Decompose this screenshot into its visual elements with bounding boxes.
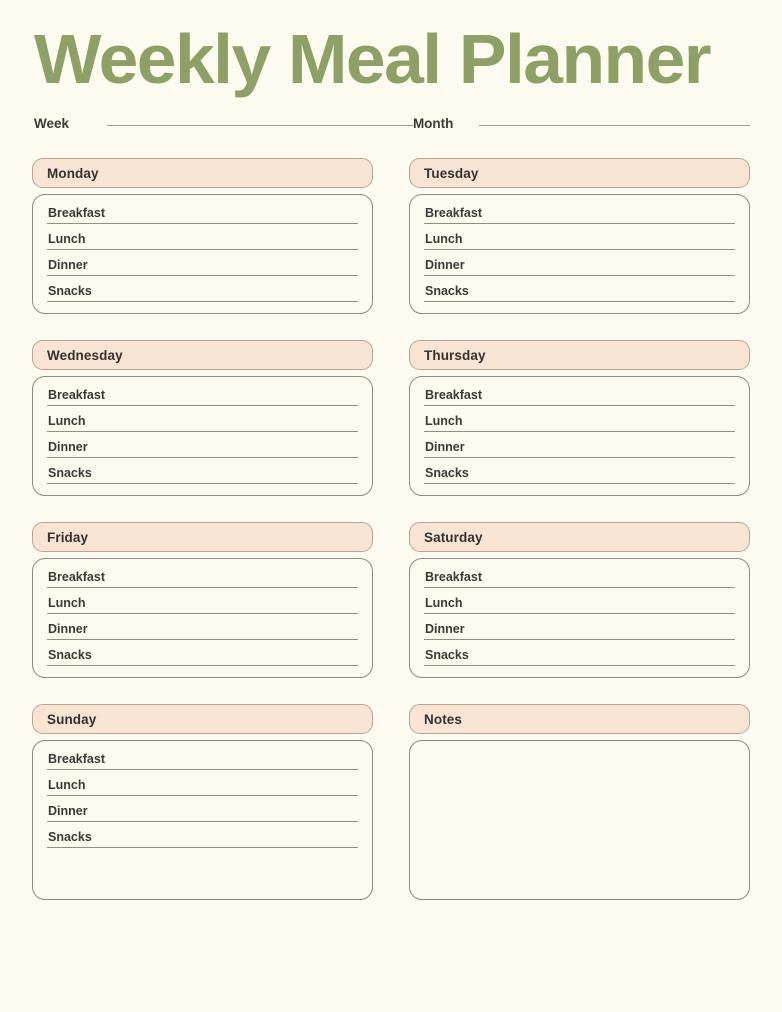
card-monday	[32, 158, 373, 314]
meal-label-breakfast: Breakfast	[425, 570, 482, 584]
meal-row-dinner	[424, 622, 735, 640]
meal-input-rule-snacks[interactable]	[47, 665, 358, 666]
meal-input-rule-dinner[interactable]	[47, 639, 358, 640]
meal-row-breakfast	[424, 388, 735, 406]
month-input-rule[interactable]	[479, 125, 750, 126]
meal-label-snacks: Snacks	[425, 466, 469, 480]
month-field[interactable]	[413, 116, 750, 131]
card-body-friday	[32, 558, 373, 678]
meal-input-rule-lunch[interactable]	[47, 249, 358, 250]
meal-label-dinner: Dinner	[425, 440, 465, 454]
meal-label-snacks: Snacks	[425, 284, 469, 298]
meal-label-breakfast: Breakfast	[48, 388, 105, 402]
meal-label-lunch: Lunch	[48, 414, 86, 428]
meal-row-lunch	[47, 414, 358, 432]
meal-row-dinner	[424, 440, 735, 458]
card-header-friday	[32, 522, 373, 552]
card-notes	[409, 704, 750, 900]
meal-row-snacks	[424, 284, 735, 302]
card-body-sunday	[32, 740, 373, 900]
card-header-sunday	[32, 704, 373, 734]
card-header-notes	[409, 704, 750, 734]
meal-input-rule-breakfast[interactable]	[424, 223, 735, 224]
meal-input-rule-breakfast[interactable]	[424, 405, 735, 406]
meal-row-snacks	[424, 466, 735, 484]
card-wednesday	[32, 340, 373, 496]
meal-label-dinner: Dinner	[48, 622, 88, 636]
card-thursday	[409, 340, 750, 496]
meal-label-lunch: Lunch	[48, 596, 86, 610]
meal-row-dinner	[47, 804, 358, 822]
meal-row-snacks	[47, 648, 358, 666]
card-body-notes[interactable]	[409, 740, 750, 900]
meal-input-rule-breakfast[interactable]	[47, 405, 358, 406]
meal-input-rule-breakfast[interactable]	[47, 223, 358, 224]
card-header-monday	[32, 158, 373, 188]
meal-row-lunch	[47, 596, 358, 614]
month-label: Month	[412, 116, 454, 131]
meal-row-breakfast	[47, 570, 358, 588]
card-header-tuesday	[409, 158, 750, 188]
meal-input-rule-lunch[interactable]	[47, 431, 358, 432]
meal-label-breakfast: Breakfast	[48, 570, 105, 584]
meal-row-dinner	[47, 440, 358, 458]
meal-row-lunch	[424, 414, 735, 432]
meal-input-rule-breakfast[interactable]	[47, 587, 358, 588]
meta-fields-row	[32, 116, 750, 131]
planner-grid	[32, 158, 750, 900]
card-friday	[32, 522, 373, 678]
meal-label-breakfast: Breakfast	[425, 206, 482, 220]
meal-row-breakfast	[424, 206, 735, 224]
meal-label-snacks: Snacks	[48, 648, 92, 662]
meal-row-breakfast	[47, 752, 358, 770]
meal-label-dinner: Dinner	[425, 258, 465, 272]
card-body-monday	[32, 194, 373, 314]
meal-input-rule-dinner[interactable]	[424, 275, 735, 276]
meal-input-rule-lunch[interactable]	[424, 431, 735, 432]
meal-row-lunch	[424, 232, 735, 250]
meal-label-snacks: Snacks	[48, 284, 92, 298]
meal-input-rule-dinner[interactable]	[47, 275, 358, 276]
meal-input-rule-breakfast[interactable]	[47, 769, 358, 770]
meal-input-rule-dinner[interactable]	[424, 639, 735, 640]
meal-label-dinner: Dinner	[48, 440, 88, 454]
card-title-sunday: Sunday	[47, 711, 97, 727]
meal-input-rule-snacks[interactable]	[47, 301, 358, 302]
card-title-notes: Notes	[424, 711, 463, 727]
meal-label-snacks: Snacks	[48, 466, 92, 480]
meal-row-lunch	[424, 596, 735, 614]
meal-label-lunch: Lunch	[425, 414, 463, 428]
meal-row-breakfast	[424, 570, 735, 588]
meal-label-breakfast: Breakfast	[48, 752, 105, 766]
meal-label-dinner: Dinner	[425, 622, 465, 636]
meal-row-dinner	[47, 622, 358, 640]
meal-input-rule-snacks[interactable]	[47, 847, 358, 848]
meal-row-snacks	[424, 648, 735, 666]
meal-input-rule-dinner[interactable]	[47, 457, 358, 458]
meal-input-rule-lunch[interactable]	[424, 249, 735, 250]
meal-row-snacks	[47, 830, 358, 848]
meal-row-lunch	[47, 232, 358, 250]
card-title-tuesday: Tuesday	[424, 165, 479, 181]
card-sunday	[32, 704, 373, 900]
card-title-friday: Friday	[47, 529, 89, 545]
meal-input-rule-dinner[interactable]	[47, 821, 358, 822]
meal-input-rule-snacks[interactable]	[47, 483, 358, 484]
meal-label-lunch: Lunch	[48, 232, 86, 246]
meal-label-breakfast: Breakfast	[425, 388, 482, 402]
meal-input-rule-snacks[interactable]	[424, 483, 735, 484]
card-body-saturday	[409, 558, 750, 678]
week-input-rule[interactable]	[107, 125, 413, 126]
card-header-thursday	[409, 340, 750, 370]
meal-input-rule-lunch[interactable]	[47, 613, 358, 614]
card-tuesday	[409, 158, 750, 314]
meal-label-breakfast: Breakfast	[48, 206, 105, 220]
meal-row-dinner	[424, 258, 735, 276]
meal-label-dinner: Dinner	[48, 804, 88, 818]
card-header-wednesday	[32, 340, 373, 370]
meal-row-snacks	[47, 466, 358, 484]
meal-label-snacks: Snacks	[425, 648, 469, 662]
card-title-wednesday: Wednesday	[47, 347, 123, 363]
meal-input-rule-lunch[interactable]	[47, 795, 358, 796]
card-header-saturday	[409, 522, 750, 552]
card-title-thursday: Thursday	[424, 347, 486, 363]
meal-input-rule-snacks[interactable]	[424, 301, 735, 302]
meal-label-lunch: Lunch	[48, 778, 86, 792]
meal-row-lunch	[47, 778, 358, 796]
meal-row-breakfast	[47, 206, 358, 224]
page-title: Weekly Meal Planner	[34, 20, 711, 98]
meal-input-rule-dinner[interactable]	[424, 457, 735, 458]
meal-label-dinner: Dinner	[48, 258, 88, 272]
meal-label-snacks: Snacks	[48, 830, 92, 844]
card-body-thursday	[409, 376, 750, 496]
meal-row-snacks	[47, 284, 358, 302]
week-field[interactable]	[34, 116, 413, 131]
card-body-tuesday	[409, 194, 750, 314]
card-title-saturday: Saturday	[424, 529, 483, 545]
meal-input-rule-snacks[interactable]	[424, 665, 735, 666]
meal-label-lunch: Lunch	[425, 232, 463, 246]
meal-row-breakfast	[47, 388, 358, 406]
week-label: Week	[34, 116, 70, 131]
meal-label-lunch: Lunch	[425, 596, 463, 610]
card-title-monday: Monday	[47, 165, 99, 181]
meal-input-rule-lunch[interactable]	[424, 613, 735, 614]
meal-input-rule-breakfast[interactable]	[424, 587, 735, 588]
card-body-wednesday	[32, 376, 373, 496]
card-saturday	[409, 522, 750, 678]
meal-row-dinner	[47, 258, 358, 276]
